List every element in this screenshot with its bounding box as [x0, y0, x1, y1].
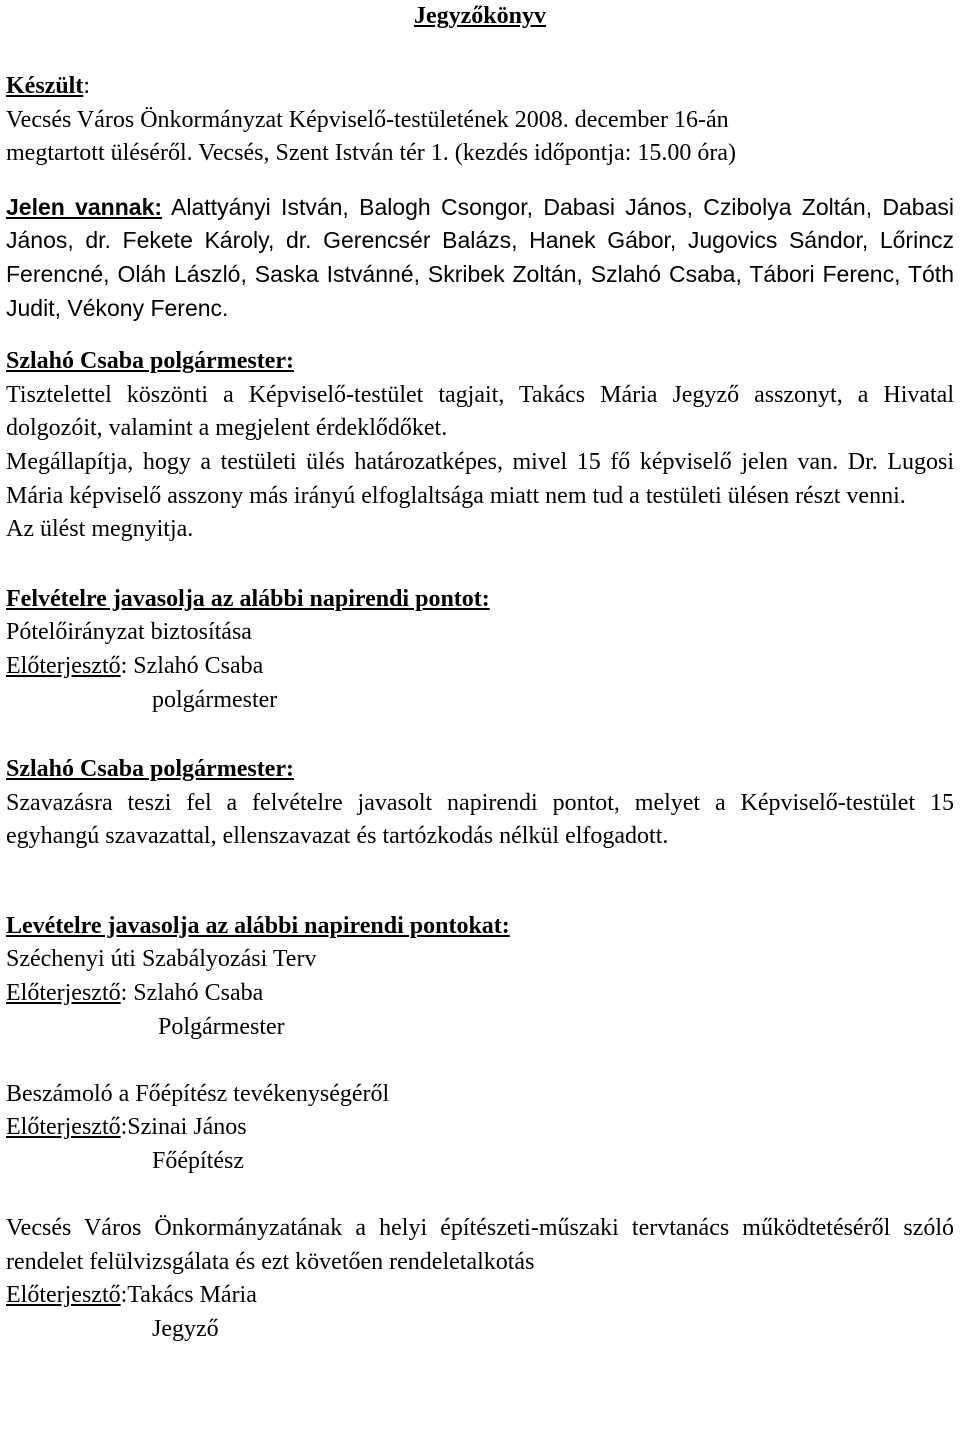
mayor1-paragraph2: Megállapítja, hogy a testületi ülés határozatképes, mivel 15 fő képviselő jelen van. Dr. Lugosi Mária képviselő asszony más irányú elfoglaltsága miatt nem tud a testületi ülésen részt venni.	[6, 448, 954, 509]
mayor1-paragraph3: Az ülést megnyitja.	[6, 516, 194, 543]
agenda-remove-item-presenter	[6, 977, 954, 1011]
spacer	[6, 1179, 954, 1213]
mayor2-paragraph: Szavazásra teszi fel a felvételre javasolt napirendi pontot, melyet a Képviselő-testület 15 egyhangú szavazattal, ellenszavazat és tartózkodás nélkül elfogadott.	[6, 789, 954, 850]
presenter-label: Előterjesztő	[6, 980, 121, 1007]
keszult-colon: :	[83, 73, 90, 99]
presenter-name: :Szinai János	[120, 1114, 247, 1141]
mayor1-paragraph1: Tisztelettel köszönti a Képviselő-testület tagjait, Takács Mária Jegyző asszonyt, a Hivatal dolgozóit, valamint a megjelent érdeklődőket.	[6, 381, 954, 442]
agenda-remove-heading: Levételre javasolja az alábbi napirendi pontokat:	[6, 912, 510, 939]
spacer	[6, 717, 954, 753]
presenter-label: Előterjesztő	[6, 652, 121, 679]
presenter-name: :Takács Mária	[120, 1282, 257, 1309]
spacer	[6, 547, 954, 583]
spacer	[6, 34, 954, 70]
present-label: Jelen vannak:	[6, 193, 163, 220]
spacer	[6, 325, 954, 345]
agenda-remove-item-presenter-role: Polgármester	[158, 1013, 285, 1040]
presenter-name: : Szlahó Csaba	[120, 652, 264, 679]
spacer	[6, 854, 954, 890]
presenter-label: Előterjesztő	[6, 1114, 121, 1141]
agenda-add-item: Pótelőirányzat biztosítása	[6, 619, 252, 646]
presenter-name: : Szlahó Csaba	[120, 980, 264, 1007]
keszult-line1: Vecsés Város Önkormányzat Képviselő-testületének 2008. december 16-án	[6, 106, 729, 133]
present-paragraph	[6, 191, 954, 325]
mayor1-heading: Szlahó Csaba polgármester:	[6, 348, 294, 375]
agenda-remove-item-presenter-role: Főépítész	[152, 1148, 244, 1175]
spacer	[6, 171, 954, 191]
agenda-remove-item-title: Beszámoló a Főépítész tevékenységéről	[6, 1080, 390, 1107]
keszult-line2: megtartott üléséről. Vecsés, Szent István tér 1. (kezdés időpontja: 15.00 óra)	[6, 140, 737, 167]
agenda-remove-item-presenter	[6, 1279, 954, 1313]
spacer	[6, 890, 954, 910]
document-page	[6, 0, 954, 1347]
agenda-remove-item-title: Széchenyi úti Szabályozási Terv	[6, 946, 317, 973]
agenda-add-presenter-role: polgármester	[152, 686, 278, 713]
keszult-heading	[6, 70, 954, 104]
page-title: Jegyzőkönyv	[414, 3, 546, 29]
mayor2-heading: Szlahó Csaba polgármester:	[6, 756, 294, 783]
agenda-remove-item-presenter-role: Jegyző	[152, 1316, 219, 1342]
agenda-remove-item-title: Vecsés Város Önkormányzatának a helyi építészeti-műszaki tervtanács működtetéséről szóló rendelet felülvizsgálata és ezt követően rendeletalkotás	[6, 1215, 954, 1275]
agenda-add-presenter	[6, 650, 954, 684]
keszult-label: Készült	[6, 73, 84, 99]
agenda-remove-item-presenter	[6, 1111, 954, 1145]
agenda-add-heading: Felvételre javasolja az alábbi napirendi pontot:	[6, 585, 490, 612]
present-text: Alattyányi István, Balogh Csongor, Dabasi János, Czibolya Zoltán, Dabasi János, dr. Fekete Károly, dr. Gerencsér Balázs, Hanek Gábor, Jugovics Sándor, Lőrincz Ferencné, Oláh László, Saska Istvánné, Skribek Zoltán, Szlahó Csaba, Tábori Ferenc, Tóth Judit, Vékony Ferenc.	[6, 193, 954, 321]
spacer	[6, 1044, 954, 1078]
presenter-label: Előterjesztő	[6, 1282, 121, 1309]
